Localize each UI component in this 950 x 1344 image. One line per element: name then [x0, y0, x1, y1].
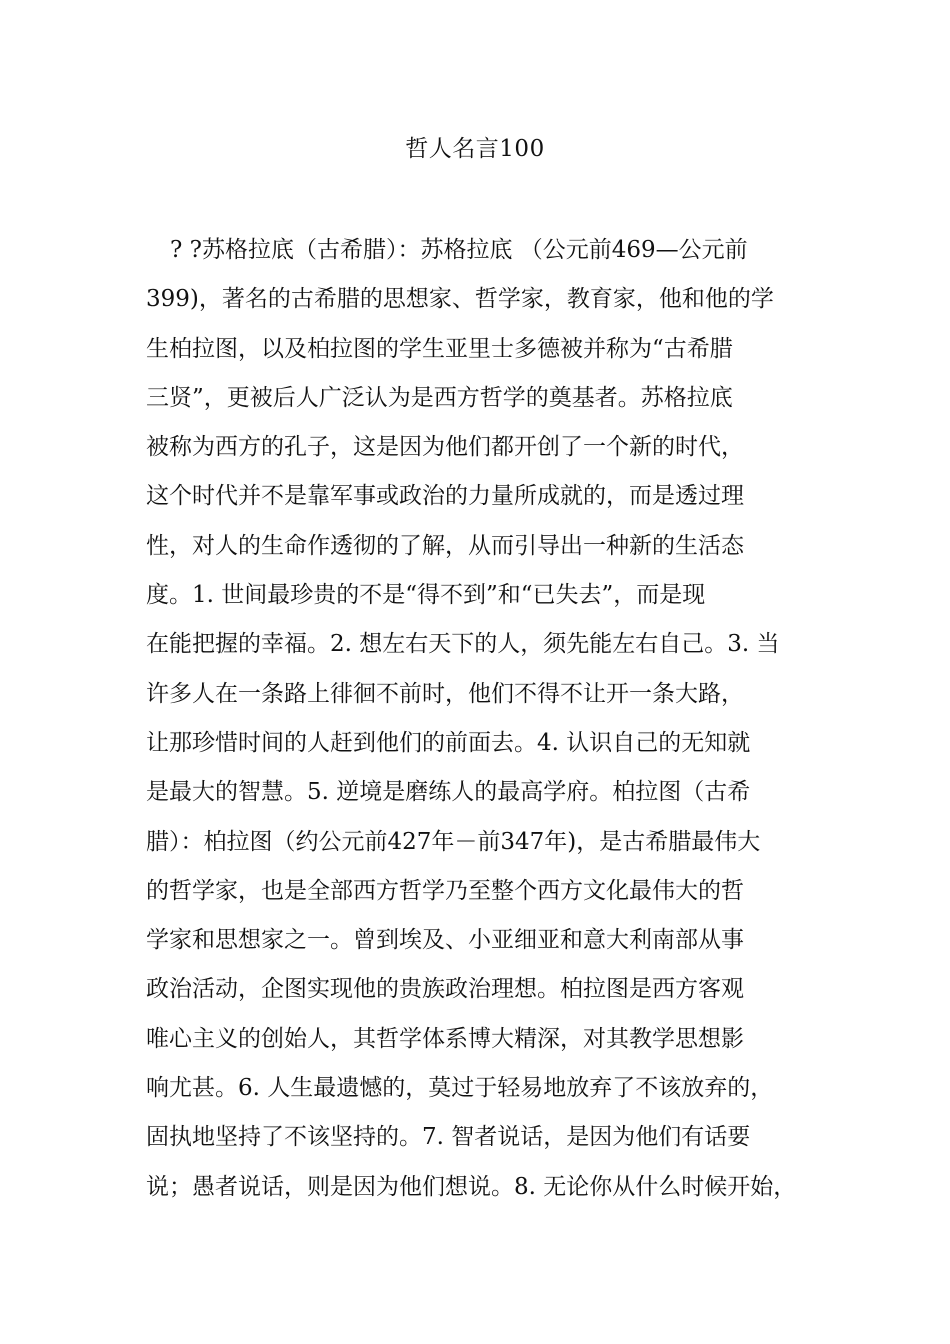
body-line: 响尤甚。6. 人生最遗憾的，莫过于轻易地放弃了不该放弃的，: [146, 1075, 774, 1102]
body-line: 性，对人的生命作透彻的了解，从而引导出一种新的生活态: [146, 532, 744, 559]
body-line: 说；愚者说话，则是因为他们想说。8. 无论你从什么时候开始，: [146, 1173, 797, 1200]
body-line: 学家和思想家之一。曾到埃及、小亚细亚和意大利南部从事: [146, 927, 744, 954]
body-line: 是最大的智慧。5. 逆境是磨练人的最高学府。柏拉图（古希: [146, 779, 751, 806]
body-line: 生柏拉图，以及柏拉图的学生亚里士多德被并称为“古希腊: [146, 335, 733, 362]
body-line: 的哲学家，也是全部西方哲学乃至整个西方文化最伟大的哲: [146, 877, 744, 904]
body-line: 这个时代并不是靠军事或政治的力量所成就的，而是透过理: [146, 483, 744, 510]
body-line: 在能把握的幸福。2. 想左右天下的人，须先能左右自己。3. 当: [146, 631, 780, 658]
body-line: 让那珍惜时间的人赶到他们的前面去。4. 认识自己的无知就: [146, 729, 751, 756]
body-line: 三贤”，更被后人广泛认为是西方哲学的奠基者。苏格拉底: [146, 384, 733, 411]
document-title: 哲人名言100: [405, 136, 545, 162]
document-body: [146, 226, 810, 1212]
body-line: 固执地坚持了不该坚持的。7. 智者说话，是因为他们有话要: [146, 1124, 751, 1151]
body-line: 被称为西方的孔子，这是因为他们都开创了一个新的时代，: [146, 434, 744, 461]
body-line: 腊）：柏拉图（约公元前427年－前347年)，是古希腊最伟大: [146, 828, 761, 855]
body-line: 许多人在一条路上徘徊不前时，他们不得不让开一条大路，: [146, 680, 744, 707]
body-line: 政治活动，企图实现他的贵族政治理想。柏拉图是西方客观: [146, 976, 744, 1003]
body-line: ? ?苏格拉底（古希腊）：苏格拉底 （公元前469—公元前: [170, 237, 748, 263]
body-line: 唯心主义的创始人，其哲学体系博大精深，对其教学思想影: [146, 1025, 744, 1052]
body-line: 度。1. 世间最珍贵的不是“得不到”和“已失去”，而是现: [146, 582, 706, 609]
body-line: 399)，著名的古希腊的思想家、哲学家，教育家，他和他的学: [146, 286, 774, 313]
